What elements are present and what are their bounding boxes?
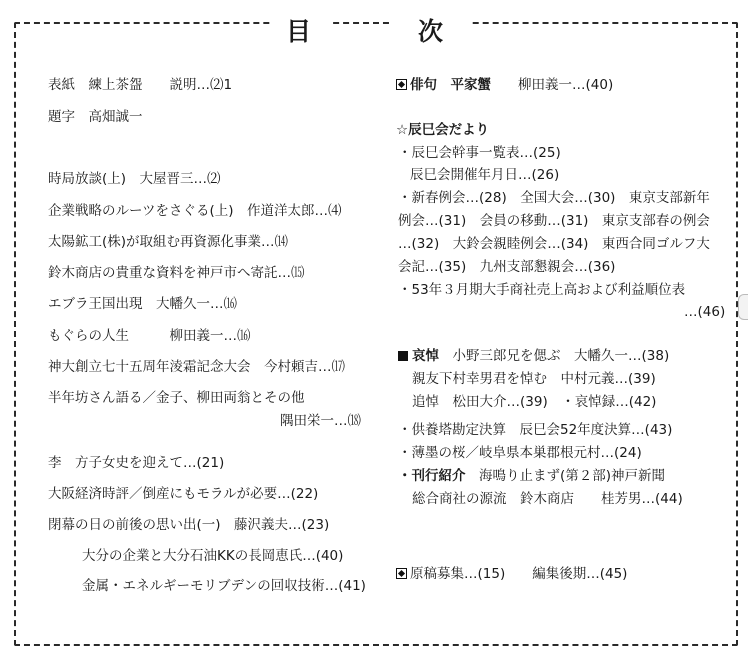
page-title-moku: 目 [286, 17, 312, 46]
toc-mourning: 哀悼 小野三郎兄を偲ぶ 大幡久一…(38) [398, 350, 669, 364]
toc-item: 辰巳会開催年月日…(26) [410, 167, 560, 183]
diamond-bullet-icon [396, 568, 407, 579]
toc-item: 追悼 松田大介…(39) ・哀悼録…(42) [412, 394, 657, 410]
toc-item: 会記…(35) 九州支部懇親会…(36) [398, 259, 616, 275]
toc-item: 企業戦略のルーツをさぐる(上) 作道洋太郎…⑷ [48, 203, 342, 219]
toc-item: ・薄墨の桜／岐阜県本巣郡根元村…(24) [398, 445, 642, 461]
toc-item: 例会…(31) 会員の移動…(31) 東京支部春の例会 [398, 213, 710, 229]
toc-item: 閉幕の日の前後の思い出(一) 藤沢義夫…(23) [48, 517, 330, 533]
toc-item: 李 方子女史を迎えて…(21) [48, 455, 225, 471]
toc-item: 大分の企業と大分石油KKの長岡恵氏…(40) [82, 548, 344, 564]
square-bullet-icon [398, 351, 408, 361]
toc-item: 大阪経済時評／倒産にもモラルが必要…(22) [48, 486, 319, 502]
toc-item: もぐらの人生 柳田義一…⒃ [48, 328, 251, 344]
section-header-tatsumi: ☆辰巳会だより [396, 122, 490, 138]
toc-item: 親友下村幸男君を悼む 中村元義…(39) [412, 371, 656, 387]
toc-new-books: ・刊行紹介 海鳴り止まず(第２部)神戸新聞 [398, 468, 666, 484]
toc-haiku: 俳句 平家蟹 柳田義一…(40) [396, 79, 613, 93]
toc-cover: 表紙 練上茶盌 説明…⑵1 [48, 77, 233, 93]
toc-item-page: …(46) [684, 304, 726, 320]
toc-item: …(32) 大鈴会親睦例会…(34) 東西合同ゴルフ大 [398, 236, 710, 252]
toc-footer: 原稿募集…(15) 編集後期…(45) [396, 568, 627, 582]
toc-item: 総合商社の源流 鈴木商店 桂芳男…(44) [412, 491, 683, 507]
page-edge-tab [738, 294, 748, 320]
toc-item: 金属・エネルギーモリブデンの回収技術…(41) [82, 578, 366, 594]
diamond-bullet-icon [396, 79, 407, 90]
toc-item: ・新春例会…(28) 全国大会…(30) 東京支部新年 [398, 190, 710, 206]
toc-title-calligraphy: 題字 高畑誠一 [48, 109, 143, 125]
toc-item: 時局放談(上) 大屋晋三…⑵ [48, 171, 221, 187]
toc-item: 鈴木商店の貴重な資料を神戸市へ寄託…⒂ [48, 265, 305, 281]
page-title-ji: 次 [418, 17, 444, 46]
toc-item: ・辰巳会幹事一覧表…(25) [398, 145, 561, 161]
toc-item: 太陽鉱工(株)が取組む再資源化事業…⒁ [48, 234, 289, 250]
toc-item: 半年坊さん語る／金子、柳田両翁とその他 [48, 390, 305, 406]
toc-item: エブラ王国出現 大幡久一…⒃ [48, 296, 237, 312]
toc-item: ・53年３月期大手商社売上高および利益順位表 [398, 282, 686, 298]
toc-item: 神大創立七十五周年淩霜記念大会 今村頼吉…⒄ [48, 359, 345, 375]
toc-item-author: 隅田栄一…⒅ [280, 413, 361, 429]
toc-item: ・供養塔勘定決算 辰巳会52年度決算…(43) [398, 422, 673, 438]
